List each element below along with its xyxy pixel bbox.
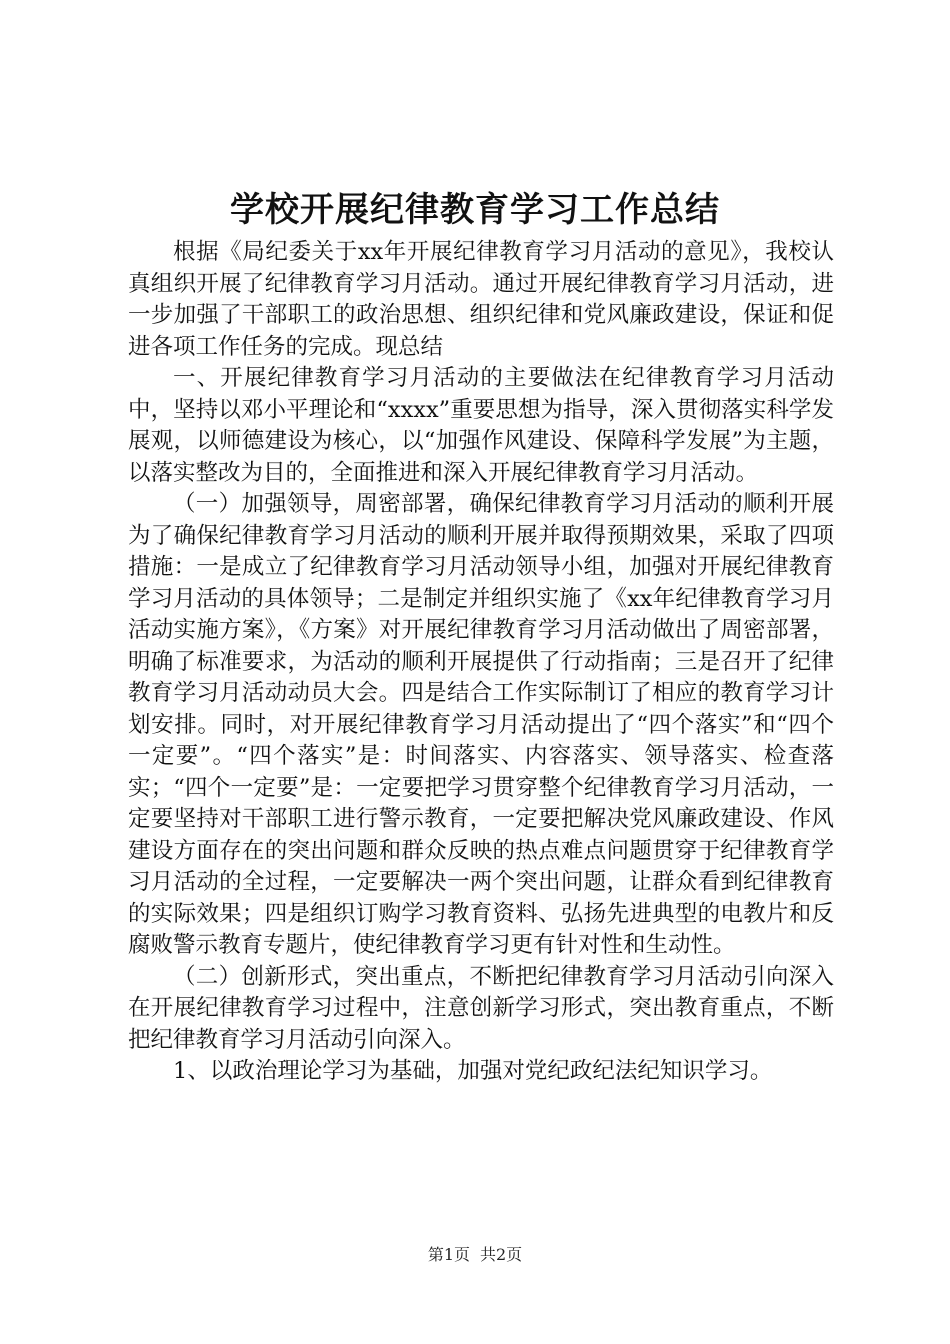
page-number-total: 共2页 bbox=[480, 1245, 523, 1264]
page-footer bbox=[0, 1244, 950, 1266]
paragraph-item-1: 1、以政治理论学习为基础，加强对党纪政纪法纪知识学习。 bbox=[173, 1058, 773, 1084]
page-number-current: 第1页 bbox=[427, 1245, 470, 1264]
paragraph-subsection-2: （二）创新形式，突出重点，不断把纪律教育学习月活动引向深入在开展纪律教育学习过程中，注意创新学习形式，突出教育重点，不断把纪律教育学习月活动引向深入。 bbox=[128, 963, 834, 1053]
paragraph-intro: 根据《局纪委关于xx年开展纪律教育学习月活动的意见》，我校认真组织开展了纪律教育学习月活动。通过开展纪律教育学习月活动，进一步加强了干部职工的政治思想、组织纪律和党风廉政建设，保证和促进各项工作任务的完成。现总结 bbox=[128, 239, 834, 360]
paragraph-subsection-1: （一）加强领导，周密部署，确保纪律教育学习月活动的顺利开展为了确保纪律教育学习月活动的顺利开展并取得预期效果，采取了四项措施：一是成立了纪律教育学习月活动领导小组，加强对开展纪律教育学习月活动的具体领导；二是制定并组织实施了《xx年纪律教育学习月活动实施方案》，《方案》对开展纪律教育学习月活动做出了周密部署，明确了标准要求，为活动的顺利开展提供了行动指南；三是召开了纪律教育学习月活动动员大会。四是结合工作实际制订了相应的教育学习计划安排。同时，对开展纪律教育学习月活动提出了“四个落实”和“四个一定要”。“四个落实”是：时间落实、内容落实、领导落实、检查落实；“四个一定要”是：一定要把学习贯穿整个纪律教育学习月活动，一定要坚持对干部职工进行警示教育，一定要把解决党风廉政建设、作风建设方面存在的突出问题和群众反映的热点难点问题贯穿于纪律教育学习月活动的全过程，一定要解决一两个突出问题，让群众看到纪律教育的实际效果；四是组织订购学习教育资料、弘扬先进典型的电教片和反腐败警示教育专题片，使纪律教育学习更有针对性和生动性。 bbox=[128, 491, 834, 958]
document-body bbox=[128, 237, 834, 1088]
paragraph-section-1: 一、开展纪律教育学习月活动的主要做法在纪律教育学习月活动中，坚持以邓小平理论和“xxxx”重要思想为指导，深入贯彻落实科学发展观，以师德建设为核心，以“加强作风建设、保障科学发展”为主题，以落实整改为目的，全面推进和深入开展纪律教育学习月活动。 bbox=[128, 365, 834, 486]
document-title: 学校开展纪律教育学习工作总结 bbox=[230, 190, 720, 230]
